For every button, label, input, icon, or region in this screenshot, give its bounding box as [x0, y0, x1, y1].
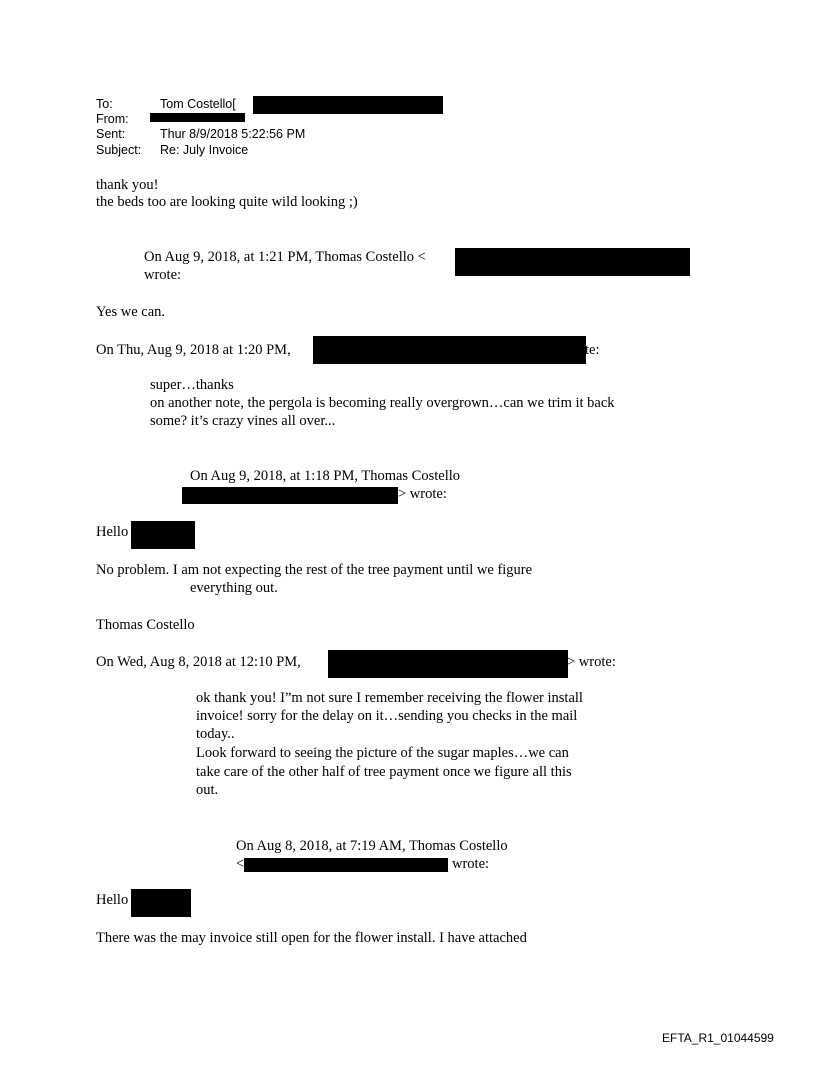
redaction-quote2-sender	[313, 336, 586, 364]
quote-attribution: <	[236, 856, 245, 872]
message-line: invoice! sorry for the delay on it…sending you checks in the mail	[196, 708, 578, 724]
quote-attribution: wrote:	[452, 856, 490, 872]
from-label: From:	[96, 112, 129, 126]
quote-attribution: On Wed, Aug 8, 2018 at 12:10 PM,	[96, 654, 301, 670]
message-line: There was the may invoice still open for the flower install. I have attached	[96, 930, 527, 946]
redaction-greeting1-name	[131, 521, 195, 549]
redaction-to-email	[253, 96, 443, 114]
signature: Thomas Costello	[96, 617, 195, 633]
message-line: the beds too are looking quite wild looking ;)	[96, 194, 358, 210]
sent-value: Thur 8/9/2018 5:22:56 PM	[160, 127, 306, 141]
greeting: Hello	[96, 524, 129, 540]
quote-attribution: On Aug 8, 2018, at 7:19 AM, Thomas Costello	[236, 838, 508, 854]
quote-attribution: > wrote:	[398, 486, 447, 502]
redaction-quote5-email	[244, 858, 448, 872]
quote-attribution: On Thu, Aug 9, 2018 at 1:20 PM,	[96, 342, 291, 358]
to-value: Tom Costello[	[160, 97, 236, 111]
message-line: out.	[196, 782, 219, 798]
document-id: EFTA_R1_01044599	[662, 1031, 774, 1045]
subject-label: Subject:	[96, 143, 142, 157]
message-line: thank you!	[96, 177, 159, 193]
redaction-quote3-email	[182, 487, 398, 504]
greeting: Hello	[96, 892, 129, 908]
message-line: on another note, the pergola is becoming really overgrown…can we trim it back	[150, 395, 615, 411]
quote-attribution: On Aug 9, 2018, at 1:18 PM, Thomas Costello	[190, 468, 461, 484]
to-label: To:	[96, 97, 113, 111]
redaction-from	[150, 113, 245, 122]
sent-label: Sent:	[96, 127, 126, 141]
message-line: Look forward to seeing the picture of the sugar maples…we can	[196, 745, 569, 761]
message-line: ok thank you! I”m not sure I remember receiving the flower install	[196, 690, 583, 706]
redaction-greeting2-name	[131, 889, 191, 917]
message-line: super…thanks	[150, 377, 234, 393]
message-line: some? it’s crazy vines all over...	[150, 413, 336, 429]
message-line: Yes we can.	[96, 304, 166, 320]
redaction-quote1-email	[455, 248, 690, 276]
message-line: today..	[196, 726, 235, 742]
redaction-quote4-sender	[328, 650, 568, 678]
quote-attribution: te:	[585, 342, 600, 358]
message-line: take care of the other half of tree payment once we figure all this	[196, 764, 572, 780]
subject-value: Re: July Invoice	[160, 143, 249, 157]
quote-attribution: On Aug 9, 2018, at 1:21 PM, Thomas Costello <	[144, 249, 426, 265]
quote-attribution: wrote:	[144, 267, 182, 283]
message-line: No problem. I am not expecting the rest of the tree payment until we figure	[96, 562, 533, 578]
quote-attribution: > wrote:	[567, 654, 616, 670]
message-line: everything out.	[190, 580, 278, 596]
